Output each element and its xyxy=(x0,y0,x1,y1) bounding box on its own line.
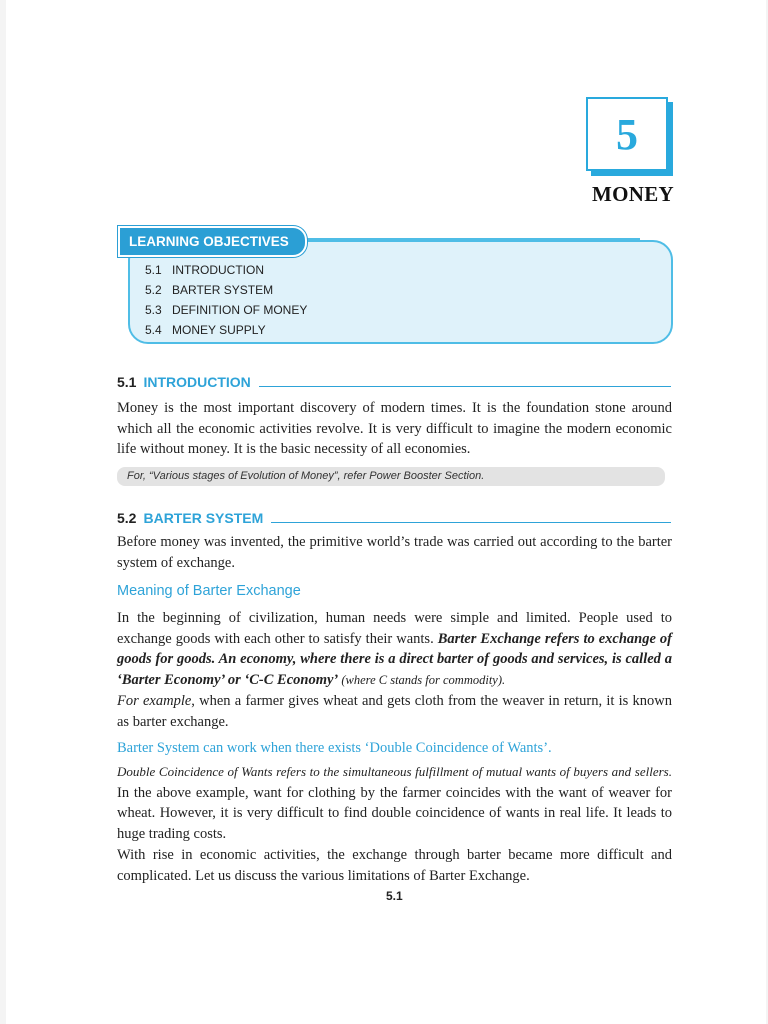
barter-meaning-paragraph xyxy=(117,608,672,690)
objective-number: 5.3 xyxy=(145,303,162,317)
chapter-number-box xyxy=(586,97,668,171)
objective-number: 5.1 xyxy=(145,263,162,277)
learning-objectives-rule xyxy=(300,238,640,240)
section-heading-introduction xyxy=(117,374,671,390)
double-coincidence-definition: Double Coincidence of Wants refers to the simultaneous fulfillment of mutual wants of buyers and sellers. xyxy=(117,764,672,779)
paragraph-text: In the beginning of civilization, human needs were simple and limited. People used to exchange goods with each other to satisfy their wants. xyxy=(117,610,672,647)
double-coincidence-callout: Barter System can work when there exists ‘Double Coincidence of Wants’. xyxy=(117,740,552,756)
barter-intro-paragraph: Before money was invented, the primitive world’s trade was carried out according to the barter system of exchange. xyxy=(117,534,672,571)
learning-objectives-heading: LEARNING OBJECTIVES xyxy=(118,226,307,257)
chapter-title: MONEY xyxy=(592,182,674,206)
paragraph-text: In the above example, want for clothing by the farmer coincides with the want of weaver for wheat. However, it is very difficult to find double coincidence of wants in real life. It leads to huge trading costs. xyxy=(117,784,672,842)
limitations-intro-paragraph: With rise in economic activities, the exchange through barter became more difficult and complicated. Let us discuss the various limitations of Barter Exchange. xyxy=(117,847,672,884)
introduction-paragraph: Money is the most important discovery of modern times. It is the foundation stone around which all the economic activities revolve. It is very difficult to imagine the modern economic life without money. It is the basic necessity of all economies. xyxy=(117,400,672,457)
commodity-note: (where C stands for commodity). xyxy=(338,672,506,687)
objective-item xyxy=(145,302,307,322)
section-rule xyxy=(259,386,671,388)
page-number: 5.1 xyxy=(386,889,403,903)
section-heading-barter-system xyxy=(117,510,671,526)
power-booster-note: For, “Various stages of Evolution of Money”, refer Power Booster Section. xyxy=(117,467,665,486)
section-number: 5.2 xyxy=(117,510,137,526)
chapter-number: 5 xyxy=(616,109,638,159)
objective-label: MONEY SUPPLY xyxy=(172,323,266,337)
example-lead: For example xyxy=(117,693,192,709)
objective-item xyxy=(145,282,307,302)
objective-label: DEFINITION OF MONEY xyxy=(172,303,308,317)
barter-example-paragraph xyxy=(117,691,672,732)
section-number: 5.1 xyxy=(117,374,137,390)
subheading-meaning-of-barter: Meaning of Barter Exchange xyxy=(117,583,301,599)
objective-number: 5.4 xyxy=(145,323,162,337)
section-title: INTRODUCTION xyxy=(143,374,251,390)
objective-label: INTRODUCTION xyxy=(172,263,264,277)
objective-item xyxy=(145,322,307,342)
objective-label: BARTER SYSTEM xyxy=(172,283,274,297)
section-title: BARTER SYSTEM xyxy=(143,510,264,526)
barter-definition-text: Barter Exchange refers to exchange of goods for goods. An economy, where there is a direct barter of goods and services, is called a ‘Barter Economy’ or ‘C-C Economy’ xyxy=(117,630,672,688)
double-coincidence-paragraph xyxy=(117,762,672,844)
objective-item xyxy=(145,262,307,282)
objective-number: 5.2 xyxy=(145,283,162,297)
section-rule xyxy=(271,522,671,524)
learning-objectives-list xyxy=(145,262,307,342)
paragraph-text: , when a farmer gives wheat and gets cloth from the weaver in return, it is known as barter exchange. xyxy=(117,693,673,730)
